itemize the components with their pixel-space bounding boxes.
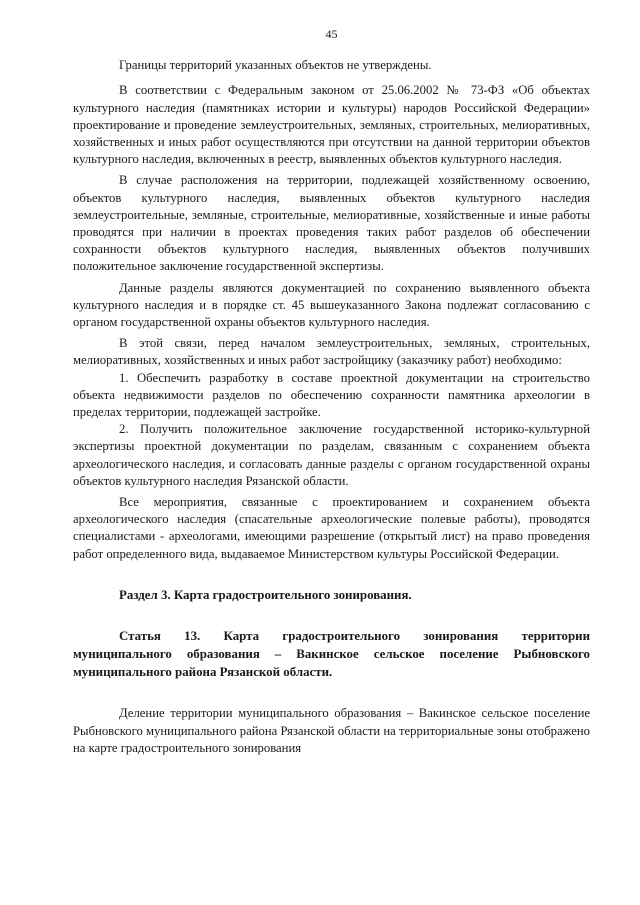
paragraph-works-conditions: В случае расположения на территории, подлежащей хозяйственному освоению, объектов культурного наследия, выявленных объектов культурного наследия землеустроительные, земляные, строительные, мелиоративные, хозяйственные и иные работы проводятся при наличии в проектах проведения таких работ разделов об обеспечении сохранности объектов культурного наследия, выявленных объектов получивших положительное заключение государственной экспертизы. [73,173,590,274]
paragraph-territorial-zones: Деление территории муниципального образования – Вакинское сельское поселение Рыбновского муниципального района Рязанской области на территориальные зоны отображено на карте градостроительного зонирования [73,706,590,755]
paragraph-requirements-intro: В этой связи, перед началом землеустроительных, земляных, строительных, мелиоративных, хозяйственных и иных работ застройщику (заказчику работ) необходимо: [73,336,590,368]
list-item-1: 1. Обеспечить разработку в составе проектной документации на строительство объекта недвижимости разделов по обеспечению сохранности памятника археологии в пределах территории, подлежащей застройке. [73,370,590,420]
section-heading: Раздел 3. Карта градостроительного зонирования. [119,587,412,602]
page-number: 45 [325,27,338,41]
paragraph-boundaries: Границы территорий указанных объектов не утверждены. [119,58,432,73]
paragraph-federal-law: В соответствии с Федеральным законом от 25.06.2002 № 73-ФЗ «Об объектах культурного наследия (памятниках истории и культуры) народов Российской Федерации» проектирование и проведение землеустроительных, земляных, строительных, мелиоративных, хозяйственных и иных работ осуществляются при отсутствии на данной территории объектов культурного наследия, включенных в реестр, выявленных объектов культурного наследия. [73,83,590,167]
article-heading: Статья 13. Карта градостроительного зонирования территории муниципального образования – Вакинское сельское поселение Рыбновского муниципального района Рязанской области. [73,629,590,679]
paragraph-documentation: Данные разделы являются документацией по сохранению выявленного объекта культурного наследия и в порядке ст. 45 вышеуказанного Закона подлежат согласованию с органом государственной охраны объектов культурного наследия. [73,280,590,330]
list-item-2: 2. Получить положительное заключение государственной историко-культурной экспертизы проектной документации по разделам, связанным с сохранением объекта археологического наследия, и согласовать данные разделы с органом государственной охраны объектов культурного наследия Рязанской области. [73,422,590,488]
paragraph-archaeologists: Все мероприятия, связанные с проектированием и сохранением объекта археологического наследия (спасательные археологические полевые работы), проводятся специалистами - археологами, имеющими разрешение (открытый лист) на право проведения работ определенного вида, выдаваемое Министерством культуры Российской Федерации. [73,495,590,561]
